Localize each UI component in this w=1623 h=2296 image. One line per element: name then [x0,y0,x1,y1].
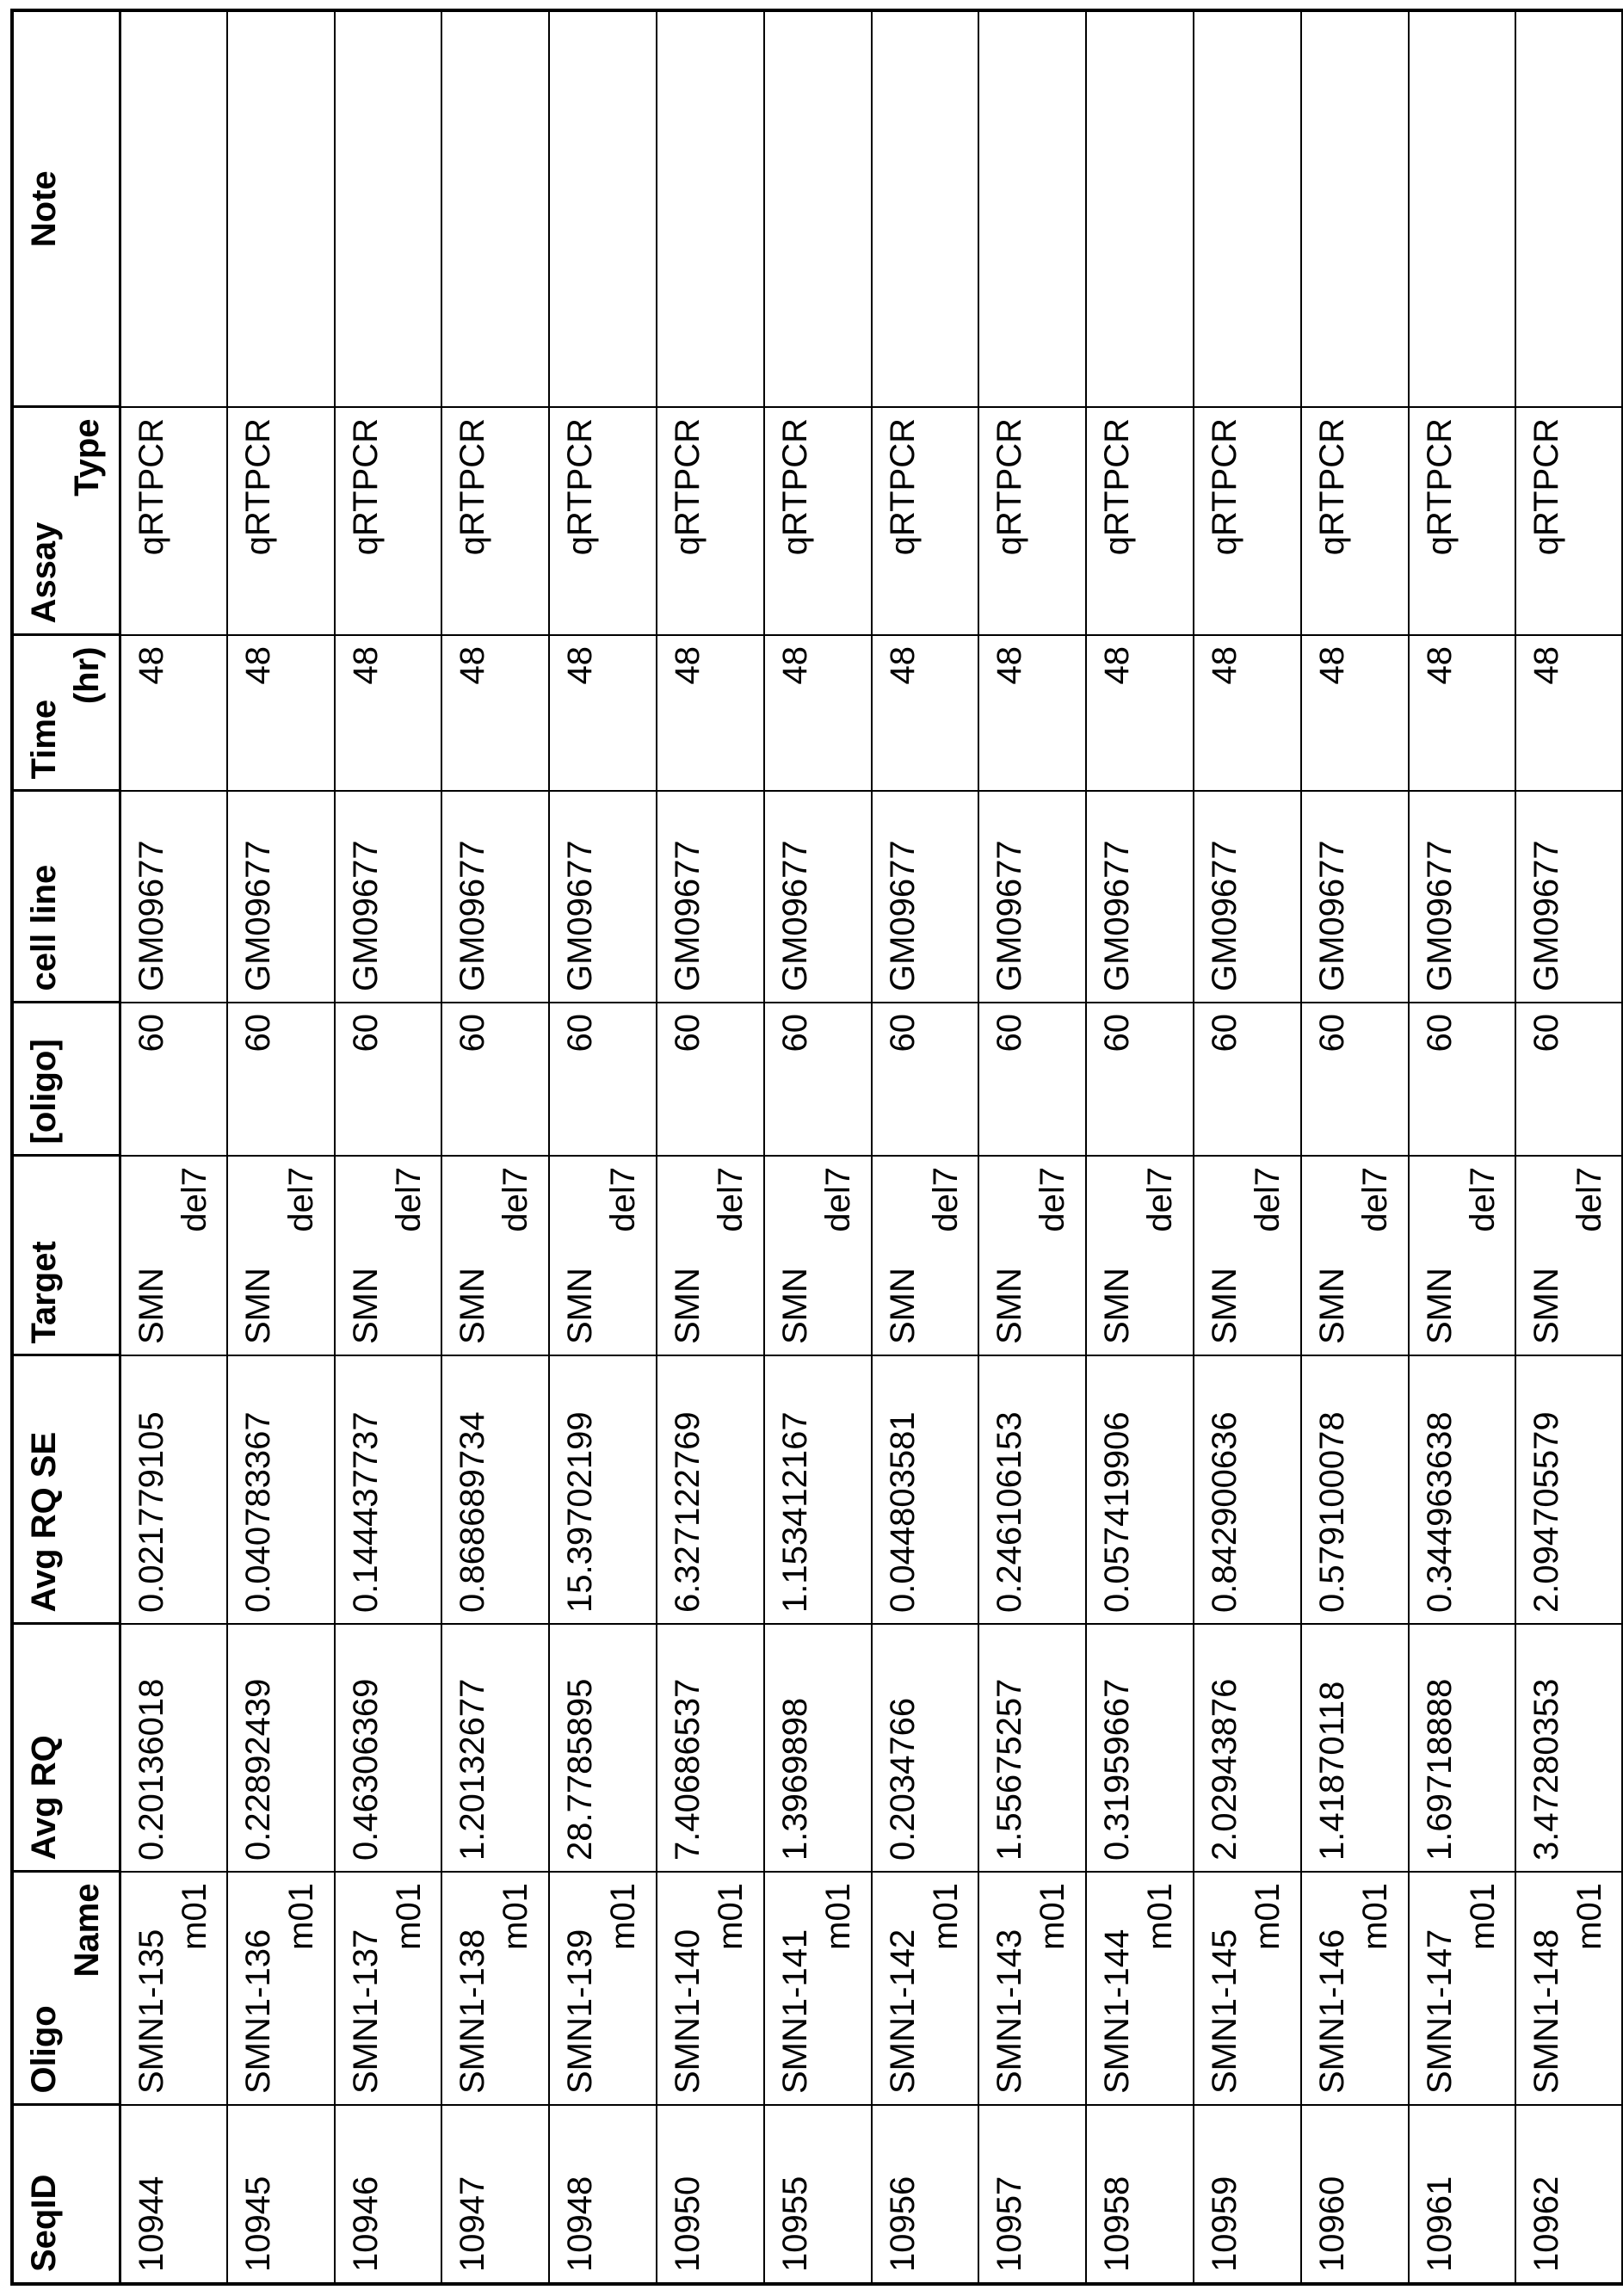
oligo-name-line1: SMN1-145 [1205,1929,1243,2094]
cell-oligo-name [978,1872,1086,2105]
cell-oligo-name [120,1872,227,2105]
cell-cell-line: GM09677 [1301,791,1409,1003]
cell-time: 48 [549,635,657,791]
cell-oligo-name [872,1872,979,2105]
oligo-name-line2: m01 [1571,1883,1609,1950]
cell-avg-rq: 1.69718888 [1409,1624,1516,1872]
target-line2: del7 [604,1167,643,1232]
cell-cell-line: GM09677 [120,791,227,1003]
header-time-line1: Time [25,699,63,780]
cell-target [549,1156,657,1355]
table-row [120,10,227,2284]
cell-avg-rq-se: 0.579100078 [1301,1355,1409,1624]
header-time-line2: (hr) [68,646,106,705]
cell-avg-rq: 7.40686537 [657,1624,764,1872]
target-line2: del7 [1571,1167,1609,1232]
target-line1: SMN [1527,1268,1566,1344]
cell-cell-line: GM09677 [1086,791,1194,1003]
oligo-name-line2: m01 [926,1883,965,1950]
header-avg-rq-se: Avg RQ SE [12,1355,120,1624]
cell-seqid: 10955 [764,2105,872,2284]
cell-avg-rq-se: 1.153412167 [764,1355,872,1624]
cell-note [549,10,657,407]
oligo-name-line1: SMN1-135 [132,1929,170,2094]
cell-time: 48 [872,635,979,791]
header-row [12,10,120,2284]
cell-oligo-conc: 60 [120,1003,227,1156]
target-line2: del7 [1034,1167,1072,1232]
cell-note [1515,10,1623,407]
table-row [1515,10,1623,2284]
target-line2: del7 [175,1167,213,1232]
target-line1: SMN [1098,1268,1137,1344]
oligo-name-line1: SMN1-137 [346,1929,385,2094]
rotated-table-page [10,12,1621,2286]
target-line1: SMN [561,1268,600,1344]
target-line2: del7 [497,1167,535,1232]
cell-target [764,1156,872,1355]
table-row [1086,10,1194,2284]
oligo-name-line1: SMN1-138 [454,1929,492,2094]
cell-assay-type: qRTPCR [978,407,1086,635]
cell-assay-type: qRTPCR [335,407,442,635]
cell-cell-line: GM09677 [657,791,764,1003]
cell-time: 48 [657,635,764,791]
target-line1: SMN [668,1268,707,1344]
cell-seqid: 10960 [1301,2105,1409,2284]
oligo-name-line2: m01 [1034,1883,1072,1950]
cell-time: 48 [1194,635,1301,791]
cell-seqid: 10948 [549,2105,657,2284]
cell-avg-rq: 0.2034766 [872,1624,979,1872]
cell-cell-line: GM09677 [549,791,657,1003]
cell-seqid: 10959 [1194,2105,1301,2284]
cell-note [441,10,549,407]
cell-seqid: 10956 [872,2105,979,2284]
target-line2: del7 [926,1167,965,1232]
cell-target [1086,1156,1194,1355]
cell-note [120,10,227,407]
cell-time: 48 [227,635,335,791]
cell-target [120,1156,227,1355]
cell-target [978,1156,1086,1355]
cell-target [657,1156,764,1355]
cell-oligo-conc: 60 [549,1003,657,1156]
header-oligo-name-line1: Oligo [25,2005,63,2094]
target-line2: del7 [1463,1167,1502,1232]
cell-oligo-name [764,1872,872,2105]
oligo-name-line1: SMN1-143 [990,1929,1029,2094]
table-row [657,10,764,2284]
cell-assay-type: qRTPCR [1409,407,1516,635]
oligo-name-line2: m01 [1248,1883,1287,1950]
target-line1: SMN [454,1268,492,1344]
cell-oligo-conc: 60 [1194,1003,1301,1156]
table-row [978,10,1086,2284]
oligo-name-line1: SMN1-142 [883,1929,922,2094]
cell-assay-type: qRTPCR [1194,407,1301,635]
cell-seqid: 10947 [441,2105,549,2284]
target-line1: SMN [1205,1268,1243,1344]
cell-oligo-conc: 60 [335,1003,442,1156]
table-row [1409,10,1516,2284]
cell-avg-rq-se: 15.39702199 [549,1355,657,1624]
cell-avg-rq-se: 0.040783367 [227,1355,335,1624]
cell-cell-line: GM09677 [1409,791,1516,1003]
cell-avg-rq: 0.46306369 [335,1624,442,1872]
target-line1: SMN [132,1268,170,1344]
oligo-name-line2: m01 [281,1883,320,1950]
oligo-name-line2: m01 [389,1883,428,1950]
cell-assay-type: qRTPCR [120,407,227,635]
cell-avg-rq: 1.41870118 [1301,1624,1409,1872]
table-row [549,10,657,2284]
cell-time: 48 [764,635,872,791]
cell-note [335,10,442,407]
target-line1: SMN [775,1268,814,1344]
oligo-name-line1: SMN1-146 [1312,1929,1351,2094]
oligo-name-line2: m01 [711,1883,750,1950]
cell-cell-line: GM09677 [1515,791,1623,1003]
cell-cell-line: GM09677 [764,791,872,1003]
cell-oligo-conc: 60 [441,1003,549,1156]
oligo-name-line1: SMN1-147 [1420,1929,1459,2094]
cell-seqid: 10957 [978,2105,1086,2284]
cell-assay-type: qRTPCR [227,407,335,635]
oligo-name-line1: SMN1-141 [775,1929,814,2094]
cell-avg-rq: 3.47280353 [1515,1624,1623,1872]
results-table [10,9,1623,2286]
header-target: Target [12,1156,120,1355]
cell-target [227,1156,335,1355]
cell-assay-type: qRTPCR [657,407,764,635]
cell-avg-rq: 1.3969898 [764,1624,872,1872]
cell-oligo-name [227,1872,335,2105]
header-note: Note [12,10,120,407]
table-row [441,10,549,2284]
cell-time: 48 [1409,635,1516,791]
header-seqid: SeqID [12,2105,120,2284]
table-row [227,10,335,2284]
cell-target [335,1156,442,1355]
header-assay-type [12,407,120,635]
cell-avg-rq-se: 2.094705579 [1515,1355,1623,1624]
cell-oligo-name [335,1872,442,2105]
cell-note [764,10,872,407]
cell-avg-rq-se: 0.344963638 [1409,1355,1516,1624]
cell-oligo-conc: 60 [764,1003,872,1156]
table-row [1194,10,1301,2284]
cell-target [441,1156,549,1355]
oligo-name-line2: m01 [1355,1883,1394,1950]
target-line2: del7 [281,1167,320,1232]
cell-oligo-conc: 60 [1301,1003,1409,1156]
target-line1: SMN [990,1268,1029,1344]
cell-note [1409,10,1516,407]
cell-avg-rq: 0.20136018 [120,1624,227,1872]
cell-avg-rq-se: 0.246106153 [978,1355,1086,1624]
cell-assay-type: qRTPCR [872,407,979,635]
header-oligo-conc: [oligo] [12,1003,120,1156]
cell-cell-line: GM09677 [872,791,979,1003]
cell-oligo-conc: 60 [1409,1003,1516,1156]
target-line1: SMN [346,1268,385,1344]
cell-oligo-name [441,1872,549,2105]
table-row [872,10,979,2284]
cell-oligo-conc: 60 [657,1003,764,1156]
cell-avg-rq-se: 0.868689734 [441,1355,549,1624]
cell-assay-type: qRTPCR [764,407,872,635]
cell-target [872,1156,979,1355]
cell-note [1194,10,1301,407]
cell-seqid: 10946 [335,2105,442,2284]
cell-time: 48 [441,635,549,791]
cell-assay-type: qRTPCR [1086,407,1194,635]
cell-avg-rq: 1.55675257 [978,1624,1086,1872]
cell-oligo-conc: 60 [872,1003,979,1156]
oligo-name-line1: SMN1-136 [238,1929,277,2094]
target-line2: del7 [711,1167,750,1232]
oligo-name-line1: SMN1-139 [561,1929,600,2094]
cell-avg-rq: 0.22892439 [227,1624,335,1872]
table-row [1301,10,1409,2284]
cell-oligo-name [1301,1872,1409,2105]
cell-assay-type: qRTPCR [441,407,549,635]
cell-seqid: 10950 [657,2105,764,2284]
oligo-name-line2: m01 [497,1883,535,1950]
target-line2: del7 [1141,1167,1180,1232]
cell-seqid: 10962 [1515,2105,1623,2284]
header-avg-rq: Avg RQ [12,1624,120,1872]
cell-oligo-name [657,1872,764,2105]
cell-avg-rq-se: 6.327122769 [657,1355,764,1624]
target-line2: del7 [1248,1167,1287,1232]
cell-oligo-conc: 60 [978,1003,1086,1156]
cell-cell-line: GM09677 [441,791,549,1003]
cell-oligo-conc: 60 [1515,1003,1623,1156]
target-line2: del7 [389,1167,428,1232]
cell-time: 48 [978,635,1086,791]
cell-oligo-conc: 60 [227,1003,335,1156]
oligo-name-line2: m01 [1463,1883,1502,1950]
cell-time: 48 [1301,635,1409,791]
table-row [335,10,442,2284]
cell-target [1194,1156,1301,1355]
cell-oligo-name [1194,1872,1301,2105]
cell-oligo-name [549,1872,657,2105]
cell-target [1409,1156,1516,1355]
cell-note [1301,10,1409,407]
table-row [764,10,872,2284]
cell-cell-line: GM09677 [1194,791,1301,1003]
header-assay-line1: Assay [25,522,63,624]
cell-avg-rq-se: 0.044803581 [872,1355,979,1624]
cell-avg-rq: 0.31959667 [1086,1624,1194,1872]
header-time [12,635,120,791]
cell-note [978,10,1086,407]
oligo-name-line2: m01 [604,1883,643,1950]
cell-assay-type: qRTPCR [549,407,657,635]
cell-note [872,10,979,407]
header-assay-line2: Type [68,418,106,497]
cell-assay-type: qRTPCR [1301,407,1409,635]
cell-assay-type: qRTPCR [1515,407,1623,635]
target-line2: del7 [818,1167,857,1232]
header-cell-line: cell line [12,791,120,1003]
cell-cell-line: GM09677 [978,791,1086,1003]
cell-time: 48 [1515,635,1623,791]
cell-oligo-conc: 60 [1086,1003,1194,1156]
cell-oligo-name [1515,1872,1623,2105]
cell-avg-rq: 1.20132677 [441,1624,549,1872]
oligo-name-line2: m01 [175,1883,213,1950]
cell-time: 48 [335,635,442,791]
cell-seqid: 10945 [227,2105,335,2284]
target-line2: del7 [1355,1167,1394,1232]
oligo-name-line1: SMN1-144 [1098,1929,1137,2094]
cell-note [227,10,335,407]
cell-avg-rq-se: 0.021779105 [120,1355,227,1624]
cell-target [1515,1156,1623,1355]
target-line1: SMN [1420,1268,1459,1344]
cell-avg-rq: 28.7785895 [549,1624,657,1872]
cell-avg-rq-se: 0.057419906 [1086,1355,1194,1624]
cell-avg-rq: 2.02943876 [1194,1624,1301,1872]
cell-oligo-name [1409,1872,1516,2105]
oligo-name-line2: m01 [1141,1883,1180,1950]
cell-seqid: 10961 [1409,2105,1516,2284]
target-line1: SMN [1312,1268,1351,1344]
cell-cell-line: GM09677 [227,791,335,1003]
cell-target [1301,1156,1409,1355]
cell-avg-rq-se: 0.144437737 [335,1355,442,1624]
cell-avg-rq-se: 0.842900636 [1194,1355,1301,1624]
header-oligo-name-line2: Name [68,1883,106,1978]
target-line1: SMN [883,1268,922,1344]
cell-time: 48 [120,635,227,791]
oligo-name-line1: SMN1-148 [1527,1929,1566,2094]
cell-oligo-name [1086,1872,1194,2105]
oligo-name-line2: m01 [818,1883,857,1950]
cell-cell-line: GM09677 [335,791,442,1003]
header-oligo-name [12,1872,120,2105]
cell-seqid: 10958 [1086,2105,1194,2284]
oligo-name-line1: SMN1-140 [668,1929,707,2094]
cell-note [1086,10,1194,407]
cell-seqid: 10944 [120,2105,227,2284]
cell-time: 48 [1086,635,1194,791]
target-line1: SMN [238,1268,277,1344]
cell-note [657,10,764,407]
